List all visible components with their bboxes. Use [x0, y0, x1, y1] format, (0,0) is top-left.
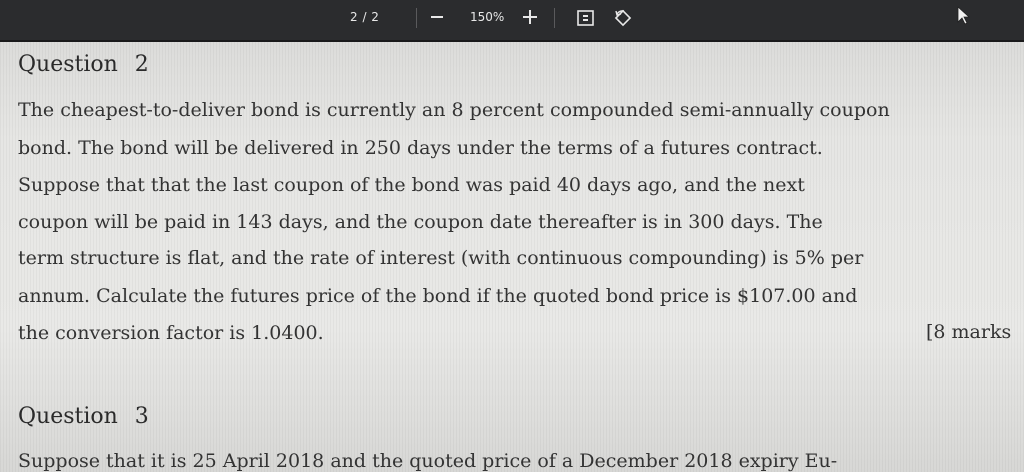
page-indicator: 2 / 2 — [350, 10, 380, 24]
marks-label: [8 marks — [926, 321, 1012, 343]
rotate-button[interactable] — [613, 8, 633, 28]
zoom-out-button[interactable] — [424, 4, 450, 30]
minus-icon — [431, 14, 443, 35]
zoom-in-button[interactable] — [517, 4, 543, 30]
question-2-line: Suppose that that the last coupon of the bond was paid 40 days ago, and the next — [18, 174, 805, 196]
toolbar-divider — [416, 8, 417, 28]
question-2-heading: Question 2 — [18, 52, 149, 77]
question-2-line: annum. Calculate the futures price of the bond if the quoted bond price is $107.00 and — [18, 285, 858, 307]
fit-page-icon — [576, 8, 596, 28]
question-2-line: term structure is flat, and the rate of interest (with continuous compounding) is 5% per — [18, 247, 864, 269]
fit-page-button[interactable] — [576, 8, 596, 28]
question-3-heading: Question 3 — [18, 404, 149, 429]
pointer-cursor-icon — [956, 6, 976, 26]
question-2-line: bond. The bond will be delivered in 250 days under the terms of a futures contract. — [18, 137, 823, 159]
question-2-line: coupon will be paid in 143 days, and the coupon date thereafter is in 300 days. The — [18, 211, 823, 233]
rotate-icon — [613, 8, 633, 28]
question-2-line: The cheapest-to-deliver bond is currently an 8 percent compounded semi-annually coupon — [18, 99, 890, 121]
plus-icon — [523, 14, 537, 35]
viewer-toolbar — [0, 0, 1024, 42]
document-page — [0, 42, 1024, 472]
toolbar-divider — [554, 8, 555, 28]
zoom-level: 150% — [470, 10, 505, 24]
question-2-line: the conversion factor is 1.0400. — [18, 322, 324, 344]
question-3-line: Suppose that it is 25 April 2018 and the quoted price of a December 2018 expiry Eu- — [18, 450, 838, 472]
